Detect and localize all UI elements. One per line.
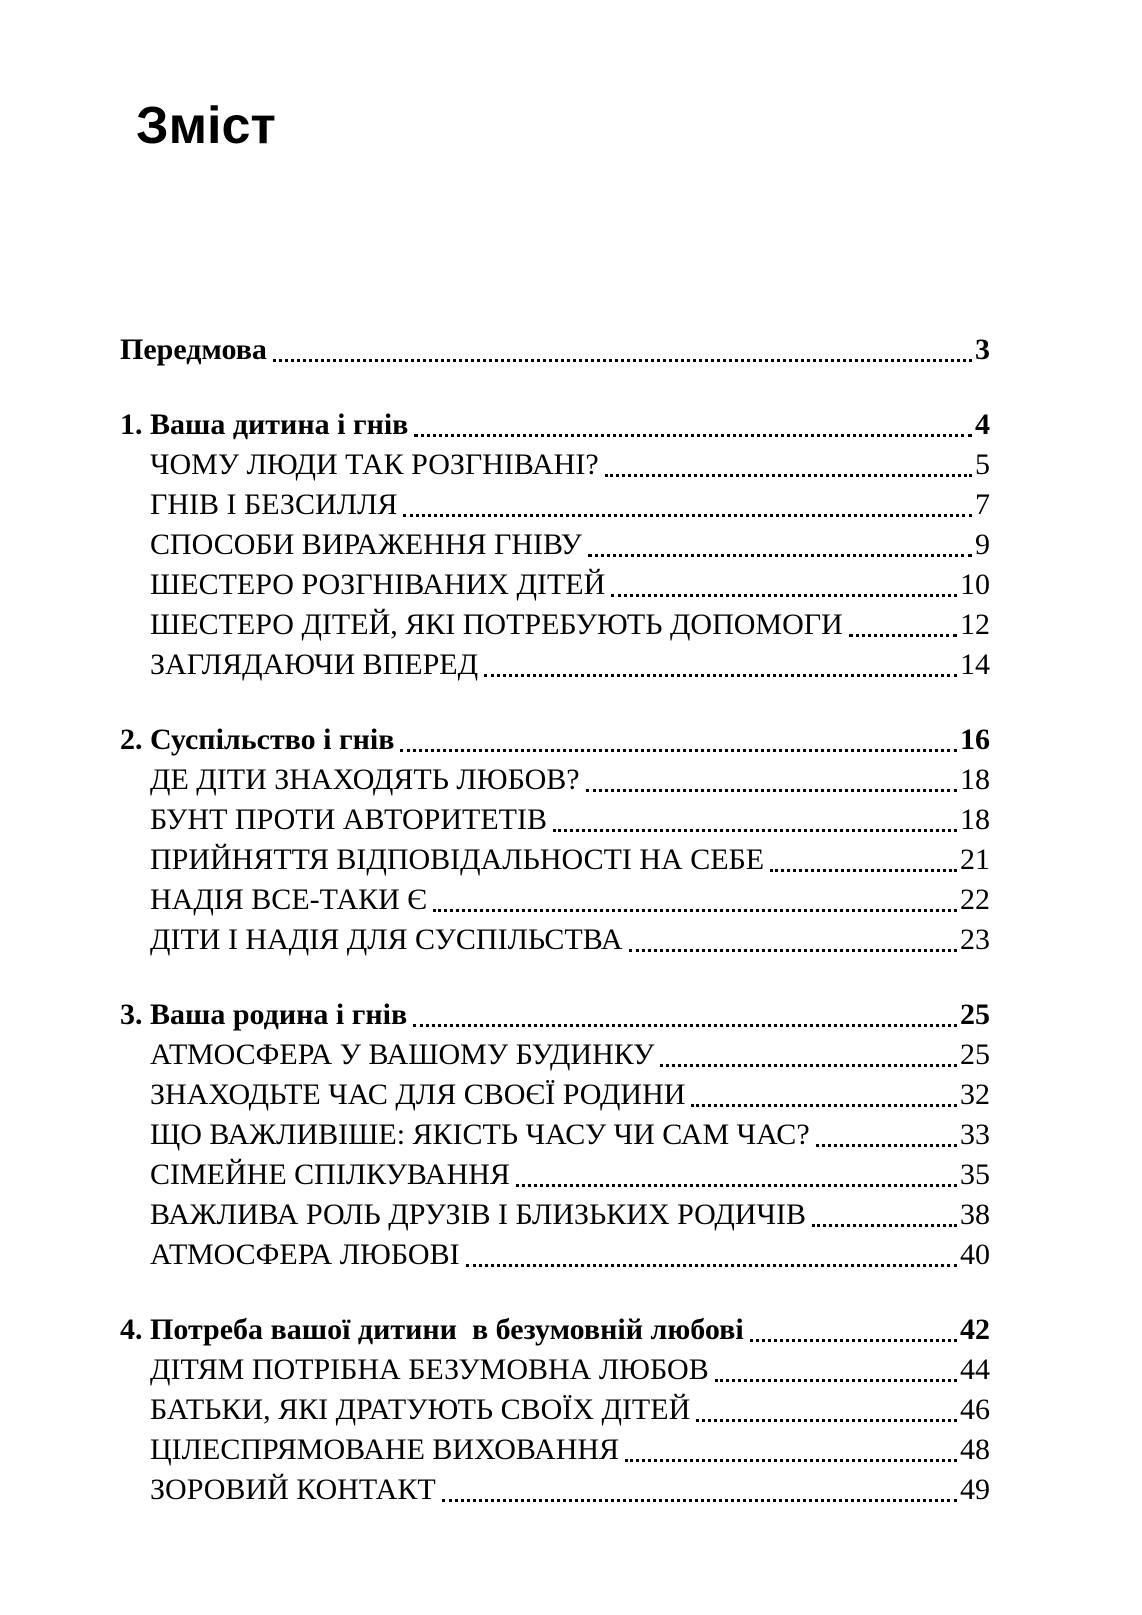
toc-entry[interactable] bbox=[120, 1115, 990, 1155]
toc-entry[interactable] bbox=[120, 1235, 990, 1275]
toc-entry[interactable] bbox=[120, 880, 990, 920]
toc-entry-label: Передмова bbox=[120, 333, 267, 366]
table-of-contents bbox=[120, 330, 990, 1510]
toc-entry[interactable] bbox=[120, 565, 990, 605]
toc-entry-page: 25 bbox=[960, 1038, 990, 1071]
dot-leader bbox=[849, 634, 957, 637]
toc-entry-label: 4. Потреба вашої дитини в безумовній любові bbox=[120, 1313, 744, 1346]
toc-entry-label: ШЕСТЕРО ДІТЕЙ, ЯКІ ПОТРЕБУЮТЬ ДОПОМОГИ bbox=[150, 608, 843, 641]
toc-entry-label: БУНТ ПРОТИ АВТОРИТЕТІВ bbox=[150, 803, 547, 836]
toc-entry-label: НАДІЯ ВСЕ-ТАКИ Є bbox=[150, 883, 428, 916]
toc-entry[interactable] bbox=[120, 995, 990, 1035]
toc-entry-page: 4 bbox=[975, 408, 990, 441]
toc-entry-page: 12 bbox=[960, 608, 990, 641]
dot-leader bbox=[629, 949, 957, 952]
toc-entry[interactable] bbox=[120, 1195, 990, 1235]
toc-entry[interactable] bbox=[120, 485, 990, 525]
toc-entry-page: 48 bbox=[960, 1433, 990, 1466]
toc-entry-page: 7 bbox=[975, 488, 990, 521]
dot-leader bbox=[413, 1024, 957, 1027]
toc-entry-label: СІМЕЙНЕ СПІЛКУВАННЯ bbox=[150, 1158, 510, 1191]
dot-leader bbox=[812, 1224, 957, 1227]
toc-entry[interactable] bbox=[120, 1310, 990, 1350]
toc-entry-label: ДЕ ДІТИ ЗНАХОДЯТЬ ЛЮБОВ? bbox=[150, 763, 580, 796]
toc-entry-page: 10 bbox=[960, 568, 990, 601]
toc-entry-page: 5 bbox=[975, 448, 990, 481]
toc-entry[interactable] bbox=[120, 1155, 990, 1195]
toc-entry-page: 16 bbox=[960, 723, 990, 756]
dot-leader bbox=[588, 554, 972, 557]
dot-leader bbox=[442, 1499, 957, 1502]
toc-entry[interactable] bbox=[120, 605, 990, 645]
toc-entry-page: 23 bbox=[960, 923, 990, 956]
dot-leader bbox=[816, 1144, 957, 1147]
dot-leader bbox=[696, 1419, 957, 1422]
toc-entry-page: 40 bbox=[960, 1238, 990, 1271]
toc-entry-page: 44 bbox=[960, 1353, 990, 1386]
toc-entry-page: 35 bbox=[960, 1158, 990, 1191]
toc-entry-label: ГНІВ І БЕЗСИЛЛЯ bbox=[150, 488, 398, 521]
toc-entry-label: ДІТЯМ ПОТРІБНА БЕЗУМОВНА ЛЮБОВ bbox=[150, 1353, 709, 1386]
toc-entry-label: 1. Ваша дитина і гнів bbox=[120, 408, 409, 441]
toc-entry[interactable] bbox=[120, 1075, 990, 1115]
toc-entry-page: 33 bbox=[960, 1118, 990, 1151]
toc-entry[interactable] bbox=[120, 920, 990, 960]
dot-leader bbox=[400, 749, 957, 752]
toc-entry-label: ЧОМУ ЛЮДИ ТАК РОЗГНІВАНІ? bbox=[150, 448, 599, 481]
toc-entry-label: ЗОРОВИЙ КОНТАКТ bbox=[150, 1473, 436, 1506]
toc-entry[interactable] bbox=[120, 1470, 990, 1510]
toc-entry-page: 49 bbox=[960, 1473, 990, 1506]
toc-entry-label: ШЕСТЕРО РОЗГНІВАНИХ ДІТЕЙ bbox=[150, 568, 606, 601]
toc-entry-page: 9 bbox=[975, 528, 990, 561]
toc-entry-page: 3 bbox=[975, 333, 990, 366]
dot-leader bbox=[414, 434, 972, 437]
toc-entry[interactable] bbox=[120, 720, 990, 760]
dot-leader bbox=[586, 789, 957, 792]
dot-leader bbox=[433, 909, 957, 912]
toc-entry-page: 21 bbox=[960, 843, 990, 876]
toc-entry[interactable] bbox=[120, 840, 990, 880]
toc-entry[interactable] bbox=[120, 525, 990, 565]
toc-entry-label: 2. Суспільство і гнів bbox=[120, 723, 395, 756]
dot-leader bbox=[770, 869, 957, 872]
toc-entry-label: СПОСОБИ ВИРАЖЕННЯ ГНІВУ bbox=[150, 528, 582, 561]
dot-leader bbox=[403, 514, 972, 517]
toc-entry-page: 18 bbox=[960, 803, 990, 836]
dot-leader bbox=[660, 1064, 957, 1067]
toc-entry[interactable] bbox=[120, 645, 990, 685]
toc-entry-label: АТМОСФЕРА ЛЮБОВІ bbox=[150, 1238, 460, 1271]
toc-entry-page: 14 bbox=[960, 648, 990, 681]
dot-leader bbox=[750, 1339, 957, 1342]
page-title: Зміст bbox=[136, 97, 276, 155]
toc-entry-page: 32 bbox=[960, 1078, 990, 1111]
toc-entry-page: 38 bbox=[960, 1198, 990, 1231]
dot-leader bbox=[273, 359, 972, 362]
toc-entry[interactable] bbox=[120, 800, 990, 840]
toc-entry-label: ЦІЛЕСПРЯМОВАНЕ ВИХОВАННЯ bbox=[150, 1433, 620, 1466]
toc-entry-page: 42 bbox=[960, 1313, 990, 1346]
dot-leader bbox=[605, 474, 972, 477]
dot-leader bbox=[516, 1184, 957, 1187]
dot-leader bbox=[553, 829, 957, 832]
toc-entry[interactable] bbox=[120, 1390, 990, 1430]
toc-entry-page: 46 bbox=[960, 1393, 990, 1426]
toc-entry-page: 18 bbox=[960, 763, 990, 796]
toc-entry[interactable] bbox=[120, 1430, 990, 1470]
toc-entry[interactable] bbox=[120, 760, 990, 800]
toc-entry-label: БАТЬКИ, ЯКІ ДРАТУЮТЬ СВОЇХ ДІТЕЙ bbox=[150, 1393, 691, 1426]
dot-leader bbox=[625, 1459, 957, 1462]
toc-entry[interactable] bbox=[120, 405, 990, 445]
toc-entry[interactable] bbox=[120, 445, 990, 485]
toc-entry-label: ПРИЙНЯТТЯ ВІДПОВІДАЛЬНОСТІ НА СЕБЕ bbox=[150, 843, 765, 876]
toc-entry-page: 25 bbox=[960, 998, 990, 1031]
dot-leader bbox=[484, 674, 957, 677]
toc-entry-label: ЗАГЛЯДАЮЧИ ВПЕРЕД bbox=[150, 648, 479, 681]
toc-entry[interactable] bbox=[120, 1350, 990, 1390]
toc-entry-label: ЩО ВАЖЛИВІШЕ: ЯКІСТЬ ЧАСУ ЧИ САМ ЧАС? bbox=[150, 1118, 810, 1151]
toc-entry-label: 3. Ваша родина і гнів bbox=[120, 998, 408, 1031]
toc-entry-page: 22 bbox=[960, 883, 990, 916]
toc-entry[interactable] bbox=[120, 330, 990, 370]
toc-entry-label: ВАЖЛИВА РОЛЬ ДРУЗІВ І БЛИЗЬКИХ РОДИЧІВ bbox=[150, 1198, 806, 1231]
toc-entry-label: ЗНАХОДЬТЕ ЧАС ДЛЯ СВОЄЇ РОДИНИ bbox=[150, 1078, 686, 1111]
dot-leader bbox=[715, 1379, 957, 1382]
toc-entry-label: ДІТИ І НАДІЯ ДЛЯ СУСПІЛЬСТВА bbox=[150, 923, 623, 956]
dot-leader bbox=[611, 594, 957, 597]
toc-entry[interactable] bbox=[120, 1035, 990, 1075]
toc-entry-label: АТМОСФЕРА У ВАШОМУ БУДИНКУ bbox=[150, 1038, 655, 1071]
dot-leader bbox=[691, 1104, 957, 1107]
dot-leader bbox=[466, 1264, 957, 1267]
